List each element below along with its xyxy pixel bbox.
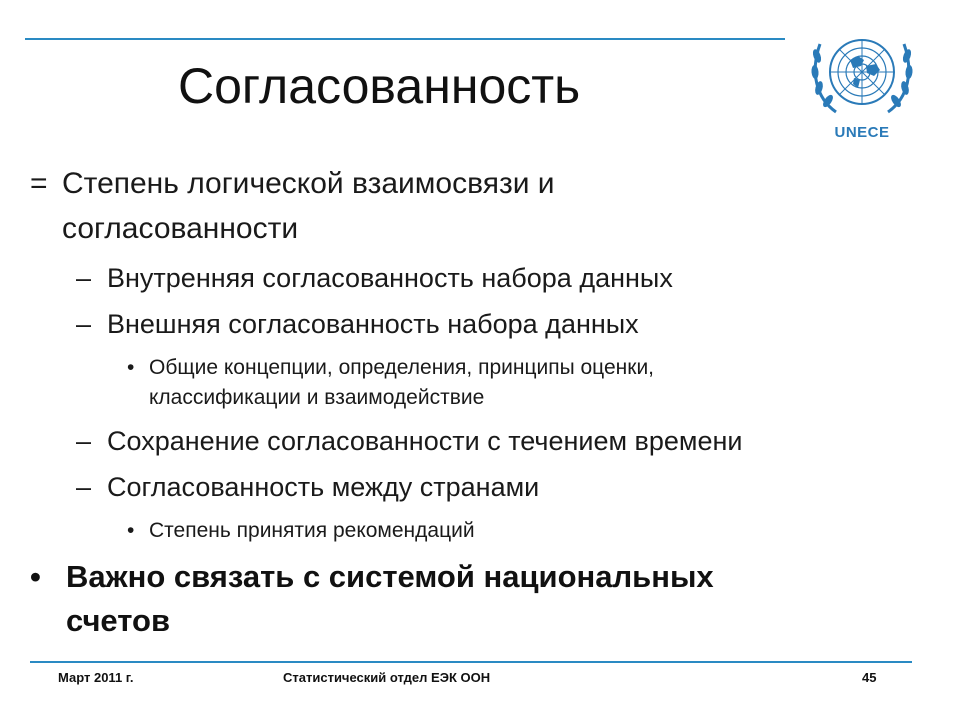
footer-date: Март 2011 г. [58,670,134,685]
bottom-divider [30,661,912,663]
un-emblem-icon [806,20,918,124]
top-divider [25,38,785,40]
unece-logo [806,20,918,148]
footer-department: Статистический отдел ЕЭК ООН [283,670,491,685]
definition-line-1: Степень логической взаимосвязи и [62,167,555,200]
item-marker: – [76,426,92,456]
sub-bullet-marker: • [127,356,135,379]
key-point-line-2: счетов [66,603,171,638]
sub-item-line-2: классификации и взаимодействие [149,386,485,409]
item-marker: – [76,263,92,293]
list-item-cross-country: Согласованность между странами [107,472,540,502]
definition-marker: = [30,167,48,200]
sub-item-recommendations: Степень принятия рекомендаций [149,519,475,542]
list-item-external-consistency: Внешняя согласованность набора данных [107,309,639,339]
sub-item-line-1: Общие концепции, определения, принципы оценки, [149,356,655,379]
item-marker: – [76,309,92,339]
key-point-line-1: Важно связать с системой национальных [66,559,714,594]
definition-line-2: согласованности [62,212,299,245]
list-item-internal-consistency: Внутренняя согласованность набора данных [107,263,673,293]
item-marker: – [76,472,92,502]
sub-bullet-marker: • [127,519,135,542]
logo-label: UNECE [834,124,890,141]
key-point-marker: • [30,559,41,594]
slide-title: Согласованность [178,58,581,114]
page-number: 45 [862,670,877,685]
list-item-temporal-consistency: Сохранение согласованности с течением времени [107,426,743,456]
